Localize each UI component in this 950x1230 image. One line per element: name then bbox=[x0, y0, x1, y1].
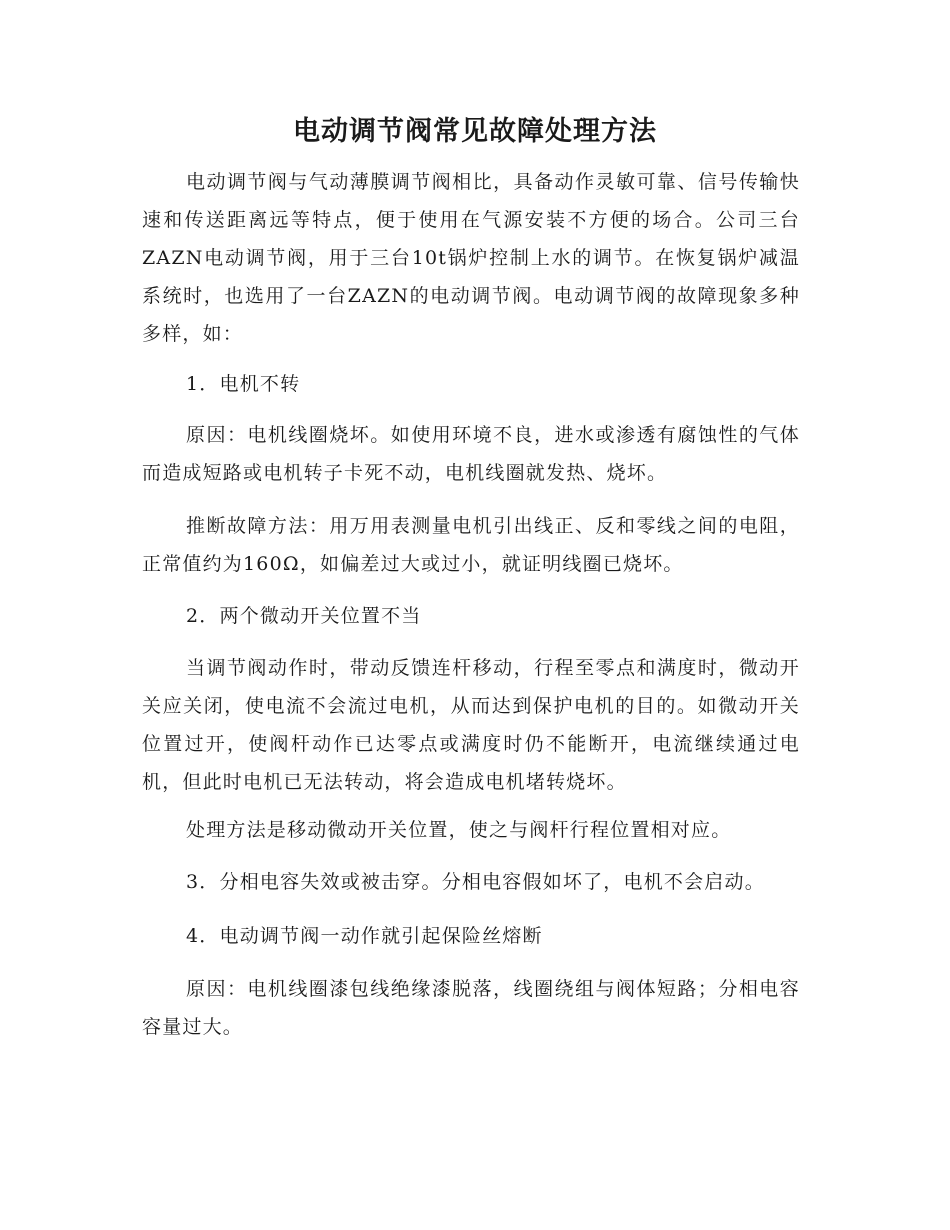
paragraph-cause-4: 原因：电机线圈漆包线绝缘漆脱落，线圈绕组与阀体短路；分相电容容量过大。 bbox=[142, 978, 800, 1038]
heading-motor-not-turning: 1．电机不转 bbox=[186, 373, 301, 395]
heading-fuse-blown: 4．电动调节阀一动作就引起保险丝熔断 bbox=[186, 925, 543, 947]
paragraph-capacitor: 3．分相电容失效或被击穿。分相电容假如坏了，电机不会启动。 bbox=[186, 871, 765, 893]
paragraph-diagnosis-1: 推断故障方法：用万用表测量电机引出线正、反和零线之间的电阻，正常值约为160Ω，如偏差过大或过小，就证明线圈已烧坏。 bbox=[142, 515, 800, 575]
paragraph-intro: 电动调节阀与气动薄膜调节阀相比，具备动作灵敏可靠、信号传输快速和传送距离远等特点，便于使用在气源安装不方便的场合。公司三台ZAZN电动调节阀，用于三台10t锅炉控制上水的调节。在恢复锅炉减温系统时，也选用了一台ZAZN的电动调节阀。电动调节阀的故障现象多种多样，如： bbox=[142, 171, 800, 345]
paragraph-cause-1: 原因：电机线圈烧坏。如使用环境不良，进水或渗透有腐蚀性的气体而造成短路或电机转子卡死不动，电机线圈就发热、烧坏。 bbox=[142, 424, 800, 484]
paragraph-cause-2: 当调节阀动作时，带动反馈连杆移动，行程至零点和满度时，微动开关应关闭，使电流不会流过电机，从而达到保护电机的目的。如微动开关位置过开，使阀杆动作已达零点或满度时仍不能断开，电流继续通过电机，但此时电机已无法转动，将会造成电机堵转烧坏。 bbox=[142, 657, 800, 793]
document-title: 电动调节阀常见故障处理方法 bbox=[293, 116, 657, 147]
heading-micro-switch: 2．两个微动开关位置不当 bbox=[186, 605, 422, 627]
paragraph-fix-2: 处理方法是移动微动开关位置，使之与阀杆行程位置相对应。 bbox=[186, 819, 732, 841]
